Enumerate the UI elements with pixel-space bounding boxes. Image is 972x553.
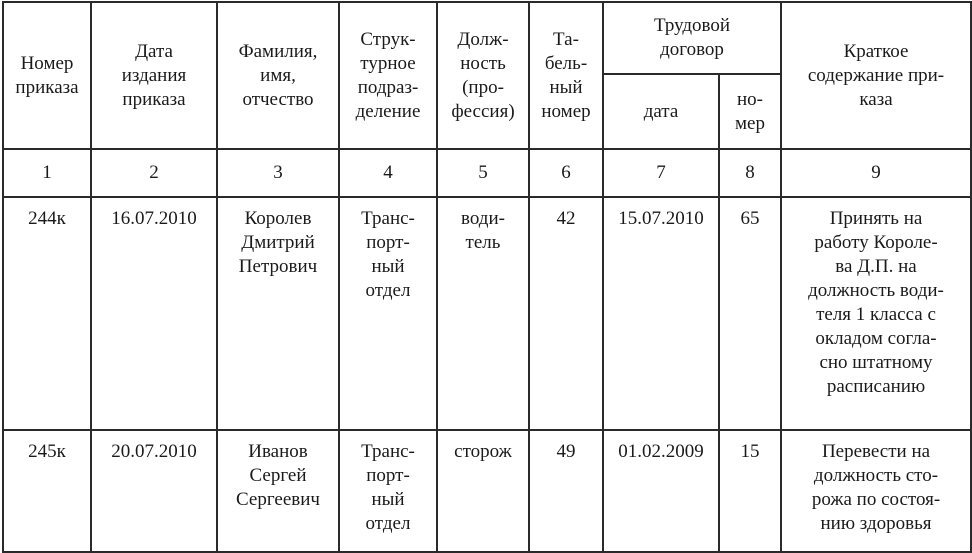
orders-journal-table [2, 1, 972, 553]
position-cell: води- тель [437, 197, 529, 430]
table-row [3, 430, 971, 552]
summary-cell: Перевести на должность сто- рожа по состоя- нию здоровья [781, 430, 971, 552]
header-contract-group: Трудовой договор [603, 2, 781, 74]
column-number: 7 [603, 149, 719, 197]
personnel-number-cell: 42 [529, 197, 603, 430]
full-name-cell: Королев Дмитрий Петрович [217, 197, 339, 430]
header-contract-number: но- мер [719, 74, 781, 149]
full-name-cell: Иванов Сергей Сергеевич [217, 430, 339, 552]
column-number: 3 [217, 149, 339, 197]
column-number: 2 [91, 149, 217, 197]
department-cell: Транс- порт- ный отдел [339, 197, 437, 430]
order-number-cell: 245к [3, 430, 91, 552]
column-number: 6 [529, 149, 603, 197]
column-number: 9 [781, 149, 971, 197]
issue-date-cell: 20.07.2010 [91, 430, 217, 552]
contract-number-cell: 15 [719, 430, 781, 552]
summary-cell: Принять на работу Короле- ва Д.П. на должность води- теля 1 класса с окладом согла- сно штатному расписанию [781, 197, 971, 430]
header-position: Долж- ность (про- фессия) [437, 2, 529, 149]
column-number: 8 [719, 149, 781, 197]
contract-number-cell: 65 [719, 197, 781, 430]
department-cell: Транс- порт- ный отдел [339, 430, 437, 552]
column-number: 4 [339, 149, 437, 197]
header-issue-date: Дата издания приказа [91, 2, 217, 149]
contract-date-cell: 15.07.2010 [603, 197, 719, 430]
position-cell: сторож [437, 430, 529, 552]
order-number-cell: 244к [3, 197, 91, 430]
personnel-number-cell: 49 [529, 430, 603, 552]
column-number-row [3, 149, 971, 197]
header-summary: Краткое содержание при- каза [781, 2, 971, 149]
header-department: Струк- турное подраз- деление [339, 2, 437, 149]
header-full-name: Фамилия, имя, отчество [217, 2, 339, 149]
table-row [3, 197, 971, 430]
contract-date-cell: 01.02.2009 [603, 430, 719, 552]
header-order-number: Номер приказа [3, 2, 91, 149]
column-number: 5 [437, 149, 529, 197]
header-row [3, 2, 971, 74]
header-personnel-number: Та- бель- ный номер [529, 2, 603, 149]
header-contract-date: дата [603, 74, 719, 149]
column-number: 1 [3, 149, 91, 197]
issue-date-cell: 16.07.2010 [91, 197, 217, 430]
